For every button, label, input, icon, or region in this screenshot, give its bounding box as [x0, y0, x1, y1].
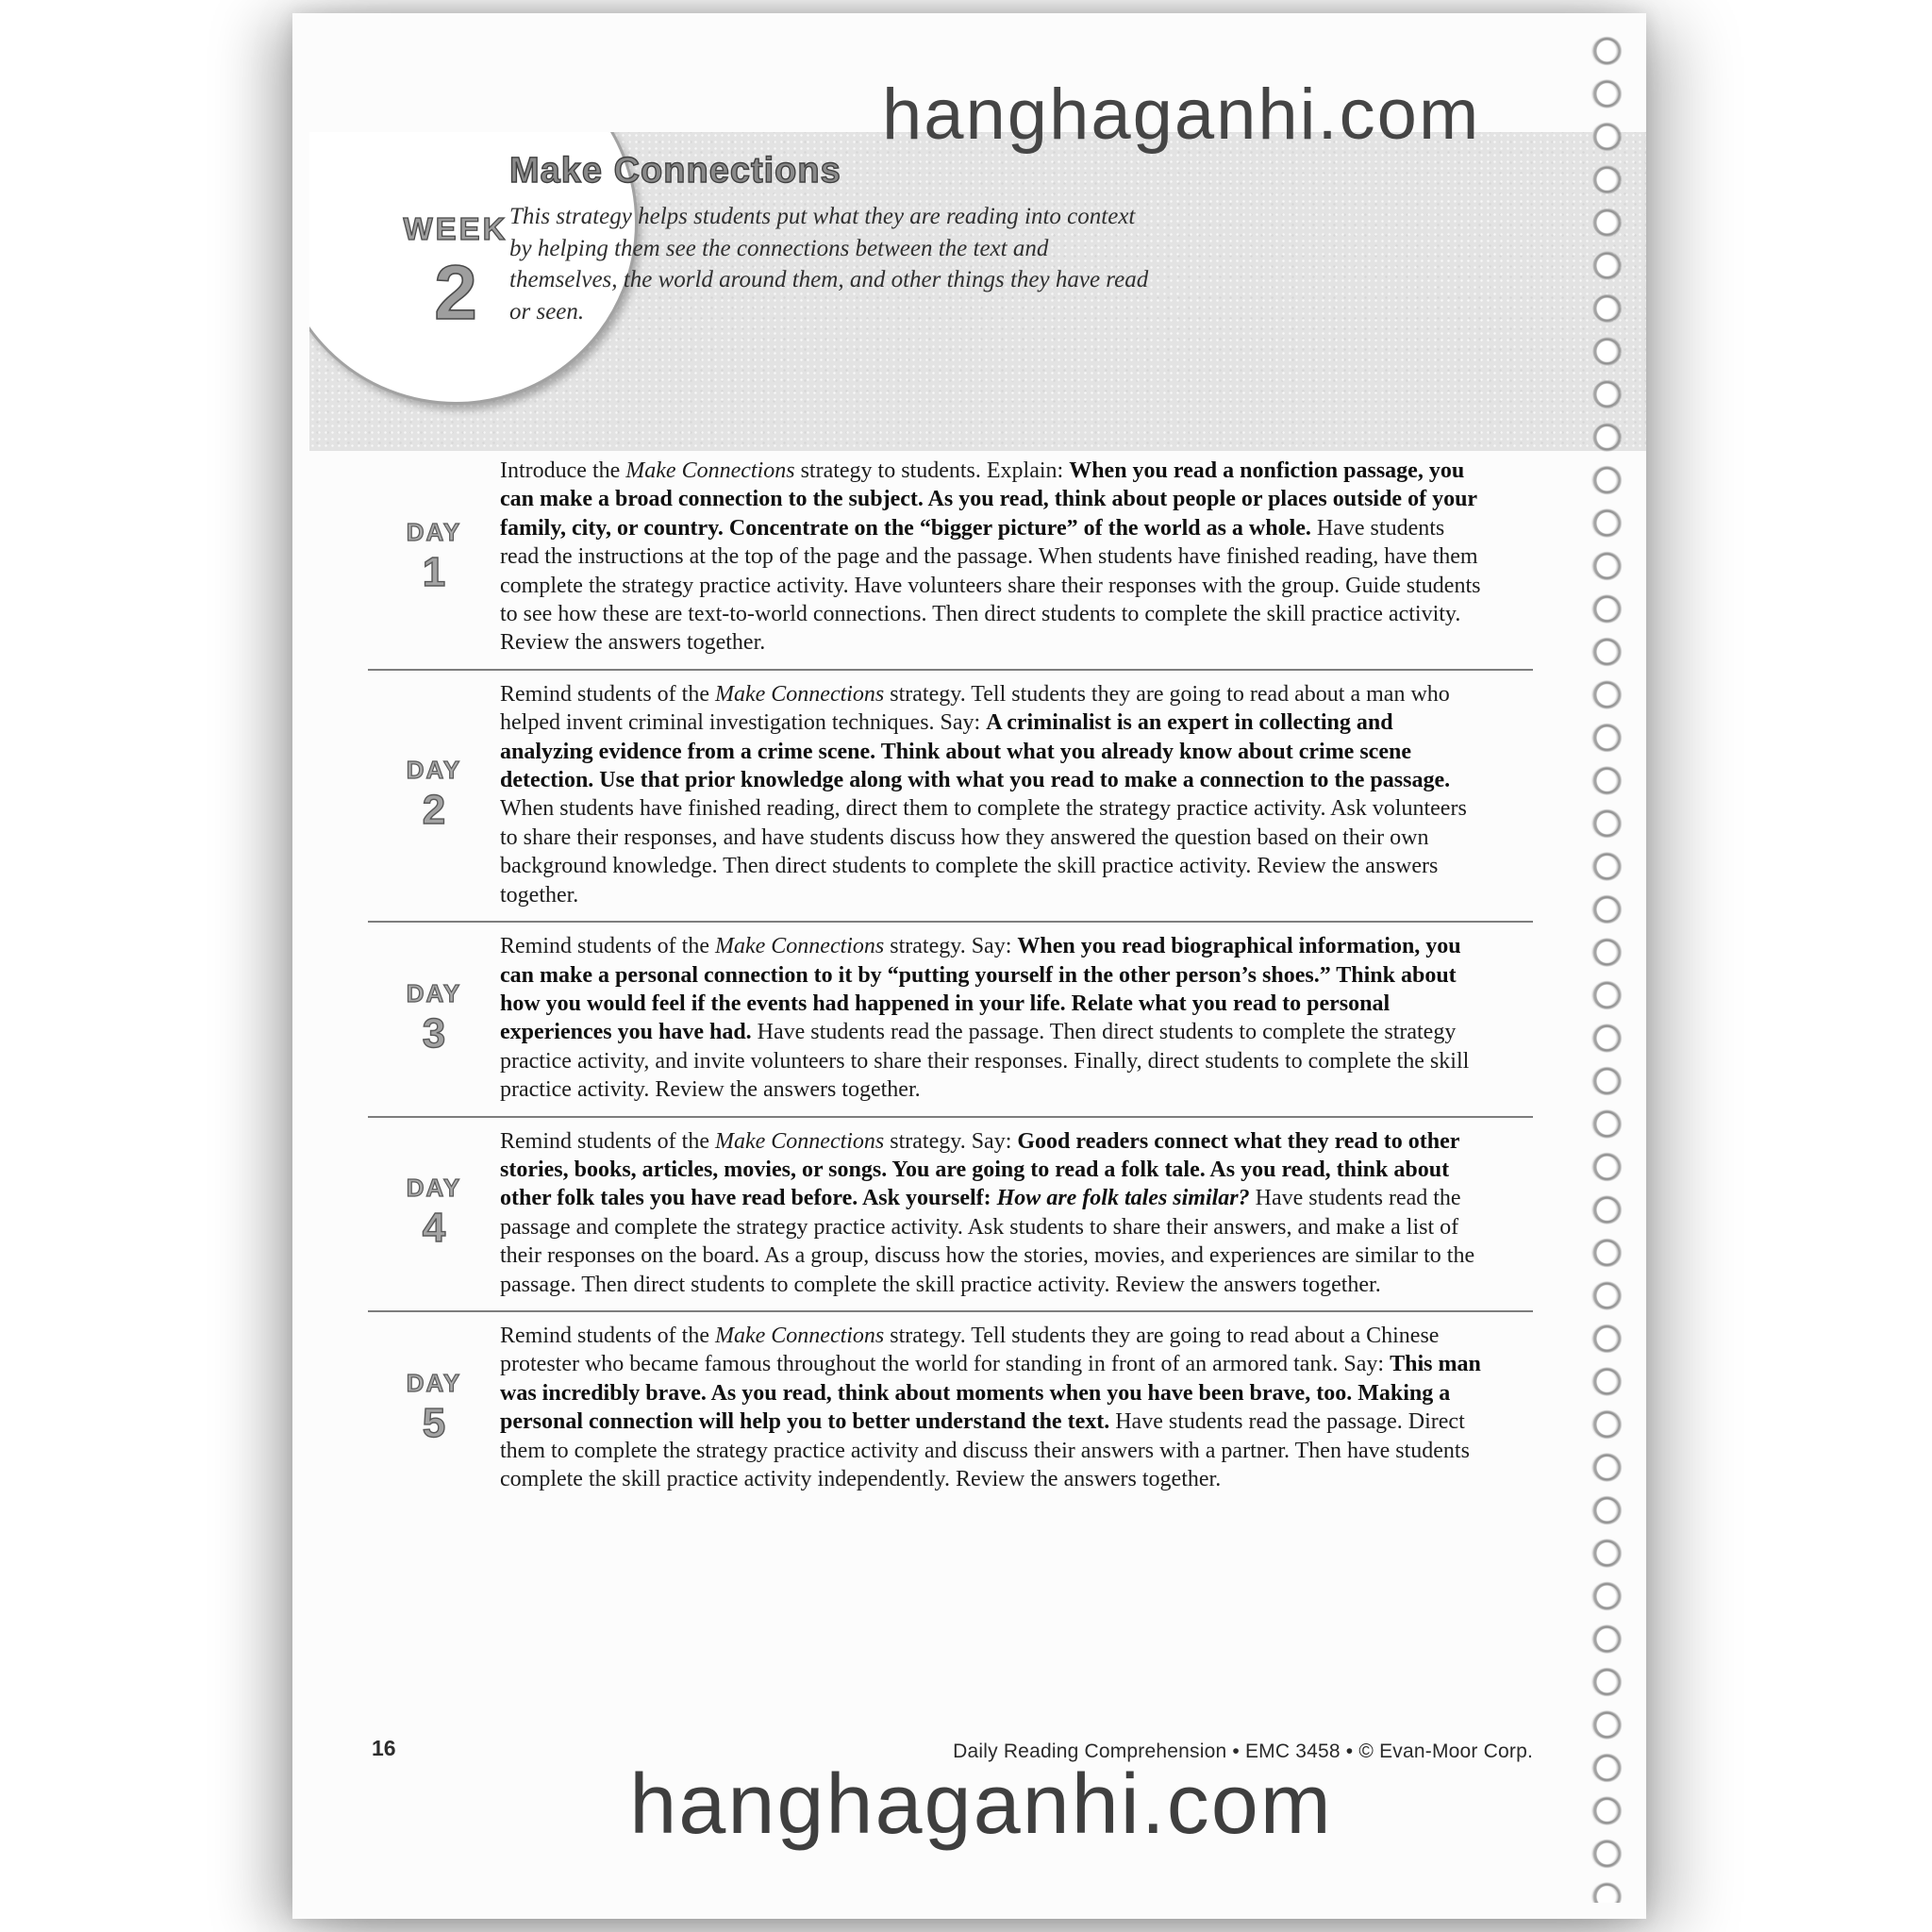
- text-segment-regular: Have students read the passage. Then direct students to complete the strategy practice activity, and invite volunteers to share their responses. Finally, direct students to complete the skill practice activity. Review the answers together.: [500, 1020, 1470, 1103]
- strategy-header: [509, 151, 1189, 327]
- day-2-label: DAY: [406, 755, 462, 784]
- watermark-bottom: hanghaganhi.com: [629, 1757, 1333, 1852]
- text-segment-regular: Have students read the instructions at the top of the page and the passage. When students have finished reading, have them complete the strategy practice activity. Have volunteers share their responses with the group. Guide students to see how these are text-to-world connections. Then direct students to complete the skill practice activity. Review the answers together.: [500, 515, 1481, 656]
- day-1-label: DAY: [406, 517, 462, 546]
- text-segment-regular: strategy. Tell students they are going to read about a Chinese protester who became famous throughout the world for standing in front of an armored tank. Say:: [500, 1323, 1440, 1377]
- day-1-number: 1: [422, 548, 446, 595]
- text-segment-regular: strategy. Say:: [884, 1128, 1018, 1154]
- footer-credit: Daily Reading Comprehension • EMC 3458 • © Evan-Moor Corp.: [953, 1740, 1533, 1762]
- day-3-label: DAY: [406, 978, 462, 1008]
- text-segment-italic: Make Connections: [625, 458, 795, 483]
- text-segment-bold: A criminalist is an expert in collecting and analyzing evidence from a crime scene. Think about what you already know about crime scene detection. Use that prior knowledge along with what you read to make a connection to the passage.: [500, 710, 1451, 793]
- text-segment-bold: When you read a nonfiction passage, you can make a broad connection to the subject. As you read, think about people or places outside of your family, city, or country. Concentrate on the “bigger picture” of the world as a whole.: [500, 458, 1477, 541]
- day-row-5: [368, 1312, 1533, 1505]
- day-4-label: DAY: [406, 1174, 462, 1203]
- text-segment-italic: Make Connections: [714, 1128, 885, 1154]
- day-4-paragraph: [500, 1127, 1486, 1299]
- strategy-description: This strategy helps students put what they are reading into context by helping them see the connections between the text and themselves, the world around them, and other things they have read or seen.: [509, 204, 1149, 325]
- text-segment-regular: Remind students of the: [500, 681, 715, 707]
- text-segment-regular: Remind students of the: [500, 1323, 715, 1348]
- text-segment-regular: strategy to students. Explain:: [794, 458, 1070, 483]
- page-number: 16: [372, 1736, 396, 1760]
- text-segment-regular: Remind students of the: [500, 934, 715, 959]
- strategy-title: Make Connections: [509, 151, 841, 191]
- text-segment-bold: When you read biographical information, you can make a personal connection to it by “putting yourself in the other person’s shoes.” Think about how you would feel if the events had happened in your life. Relate what you read to personal experiences you have had.: [500, 934, 1461, 1045]
- text-segment-regular: Remind students of the: [500, 1128, 715, 1154]
- day-1-paragraph: [500, 457, 1486, 658]
- day-4-badge: [368, 1127, 500, 1299]
- day-2-number: 2: [422, 786, 446, 833]
- day-1-badge: [368, 457, 500, 658]
- text-segment-regular: Have students read the passage. Direct them to complete the strategy practice activity and discuss their answers with a partner. Then have students complete the skill practice activity independently. Review the answers together.: [500, 1409, 1470, 1491]
- day-3-paragraph: [500, 932, 1486, 1104]
- text-segment-bold: This man was incredibly brave. As you read, think about moments when you have been brave, too. Making a personal connection will help you to better understand the text.: [500, 1352, 1481, 1435]
- week-label: WEEK: [403, 211, 508, 246]
- text-segment-regular: strategy. Tell students they are going to read about a man who helped invent criminal investigation techniques. Say:: [500, 681, 1450, 736]
- day-2-paragraph: [500, 680, 1486, 909]
- text-segment-regular: Have students read the passage and complete the strategy practice activity. Ask students to share their answers, and make a list of their responses on the board. As a group, discuss how the stories, movies, and experiences are similar to the passage. Then direct students to complete the skill practice activity. Review the answers together.: [500, 1186, 1475, 1297]
- day-4-number: 4: [422, 1205, 446, 1252]
- text-segment-italic: Make Connections: [714, 681, 885, 707]
- text-segment-regular: When students have finished reading, direct them to complete the strategy practice activity. Ask volunteers to share their responses, and have students discuss how they answered the question based on their own background knowledge. Then direct students to complete the skill practice activity. Review the answers together.: [500, 796, 1467, 908]
- day-row-2: [368, 671, 1533, 923]
- day-3-badge: [368, 932, 500, 1104]
- text-segment-italic: Make Connections: [714, 1323, 885, 1348]
- text-segment-regular: Introduce the: [500, 458, 626, 483]
- day-2-badge: [368, 680, 500, 909]
- day-row-4: [368, 1118, 1533, 1312]
- text-segment-bold: Good readers connect what they read to other stories, books, articles, movies, or songs. You are going to read a folk tale. As you read, think about other folk tales you have read before. Ask yourself:: [500, 1128, 1459, 1211]
- text-segment-regular: strategy. Say:: [884, 934, 1018, 959]
- day-5-badge: [368, 1322, 500, 1493]
- text-segment-bold-italic: How are folk tales similar?: [996, 1186, 1250, 1211]
- day-instructions-list: [292, 447, 1646, 1505]
- day-row-3: [368, 923, 1533, 1117]
- spiral-binding-holes: [1583, 30, 1628, 1903]
- day-5-number: 5: [422, 1399, 446, 1446]
- scanned-book-page: [292, 13, 1646, 1919]
- week-number: 2: [434, 250, 477, 336]
- day-3-number: 3: [422, 1009, 446, 1057]
- watermark-top: hanghaganhi.com: [882, 75, 1481, 155]
- day-5-paragraph: [500, 1322, 1486, 1493]
- day-5-label: DAY: [406, 1368, 462, 1397]
- day-row-1: [368, 447, 1533, 671]
- text-segment-italic: Make Connections: [714, 934, 885, 959]
